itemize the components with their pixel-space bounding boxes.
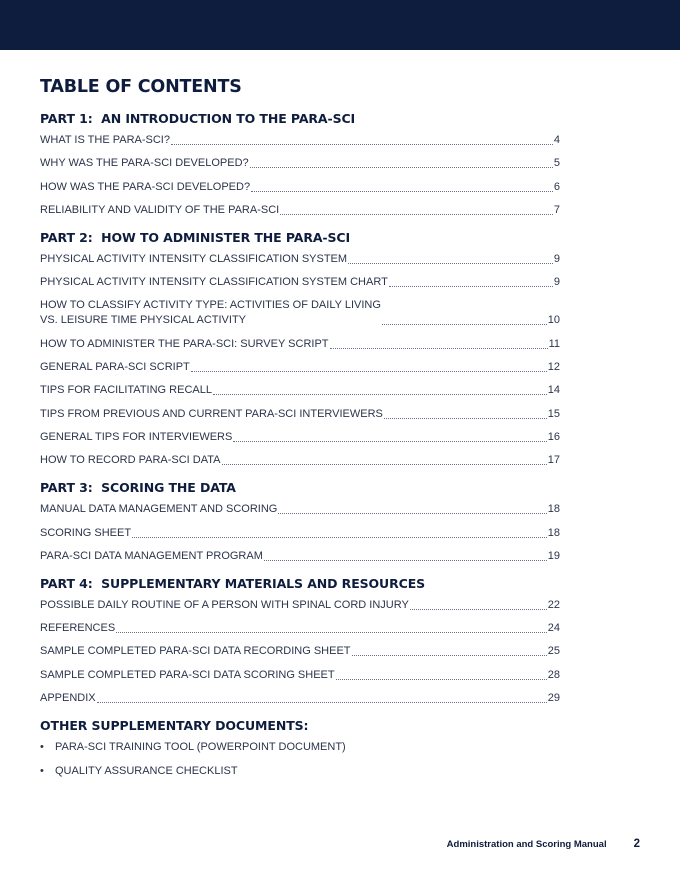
part-heading: PART 3: SCORING THE DATA [40,480,236,496]
bullet-icon: • [40,741,44,754]
entry-page: 12 [547,361,560,374]
entry-page: 4 [553,134,560,146]
entry-title: HOW WAS THE PARA-SCI DEVELOPED? [40,180,251,193]
entry-page: 18 [547,503,560,516]
toc-entry[interactable] [40,407,560,422]
dot-leader [382,324,547,325]
entry-page: 15 [547,407,560,420]
page-title: TABLE OF CONTENTS [40,77,242,97]
dot-leader [250,167,553,168]
entry-title: MANUAL DATA MANAGEMENT AND SCORING [40,503,278,516]
entry-title: POSSIBLE DAILY ROUTINE OF A PERSON WITH SPINAL CORD INJURY [40,598,409,611]
entry-page: 18 [547,526,560,539]
part-heading: OTHER SUPPLEMENTARY DOCUMENTS: [40,718,309,734]
toc-entry[interactable] [40,621,560,636]
toc-entry[interactable] [40,337,560,352]
entry-title: HOW TO CLASSIFY ACTIVITY TYPE: ACTIVITIES OF DAILY LIVING VS. LEISURE TIME PHYSICAL ACTIVITY [40,299,381,327]
entry-title: SCORING SHEET [40,526,132,539]
toc-entry[interactable] [40,360,560,375]
entry-title: SAMPLE COMPLETED PARA-SCI DATA RECORDING SHEET [40,645,351,658]
toc-entry[interactable] [40,526,560,541]
part-heading: PART 1: AN INTRODUCTION TO THE PARA-SCI [40,111,356,126]
entry-page: 6 [553,180,560,193]
dot-leader [336,679,547,680]
list-item [40,740,560,755]
toc-part-4 [40,576,560,706]
entry-title: REFERENCES [40,622,116,635]
dot-leader [132,537,547,538]
entry-title: TIPS FROM PREVIOUS AND CURRENT PARA-SCI INTERVIEWERS [40,407,383,420]
toc-entry[interactable] [40,430,560,445]
dot-leader [191,371,547,372]
list-item-text: PARA-SCI TRAINING TOOL (POWERPOINT DOCUMENT) [55,741,346,754]
dot-leader [278,513,546,514]
dot-leader [213,394,547,395]
entry-page: 7 [553,203,560,216]
dot-leader [280,214,553,215]
entry-page: 19 [547,549,560,562]
toc-entry[interactable] [40,502,560,517]
toc-entry[interactable] [40,644,560,659]
manual-name: Administration and Scoring Manual [446,839,607,850]
entry-page: 24 [547,622,560,635]
toc-entry[interactable] [40,298,560,328]
toc-entry[interactable] [40,598,560,613]
dot-leader [410,609,547,610]
toc-entry[interactable] [40,275,560,290]
part-heading: PART 2: HOW TO ADMINISTER THE PARA-SCI [40,229,351,245]
dot-leader [352,655,547,656]
entry-page: 5 [553,157,560,170]
toc-entry[interactable] [40,203,560,218]
entry-title: GENERAL TIPS FOR INTERVIEWERS [40,430,233,443]
entry-page: 14 [547,384,560,397]
toc-other-documents [40,718,560,779]
entry-title: APPENDIX [40,692,96,705]
toc-entry[interactable] [40,691,560,706]
entry-title: SAMPLE COMPLETED PARA-SCI DATA SCORING SHEET [40,668,335,681]
toc-entry[interactable] [40,180,560,195]
toc-entry[interactable] [40,453,560,468]
entry-page: 29 [547,692,560,705]
page-footer [447,838,640,850]
toc-part-1 [40,111,560,218]
dot-leader [389,286,553,287]
entry-title: WHY WAS THE PARA-SCI DEVELOPED? [40,157,249,170]
dot-leader [171,144,553,145]
entry-title: RELIABILITY AND VALIDITY OF THE PARA-SCI [40,203,280,216]
dot-leader [251,191,553,192]
header-band [0,0,680,50]
toc-entry[interactable] [40,156,560,171]
dot-leader [264,560,547,561]
toc-entry[interactable] [40,133,560,148]
page-number: 2 [633,838,640,850]
dot-leader [116,632,547,633]
entry-page: 17 [547,454,560,467]
entry-page: 9 [553,276,560,289]
entry-title: WHAT IS THE PARA-SCI? [40,134,170,146]
toc-entry[interactable] [40,252,560,267]
entry-title: HOW TO RECORD PARA-SCI DATA [40,454,221,467]
table-of-contents [40,76,560,791]
part-heading: PART 4: SUPPLEMENTARY MATERIALS AND RESOURCES [40,575,426,591]
toc-part-2 [40,230,560,468]
toc-entry[interactable] [40,549,560,564]
entry-title: GENERAL PARA-SCI SCRIPT [40,361,190,374]
entry-title: HOW TO ADMINISTER THE PARA-SCI: SURVEY SCRIPT [40,337,329,350]
dot-leader [222,464,547,465]
toc-part-3 [40,480,560,564]
list-item [40,764,560,779]
entry-page: 11 [548,337,560,350]
dot-leader [97,702,547,703]
entry-page: 16 [547,430,560,443]
list-item-text: QUALITY ASSURANCE CHECKLIST [55,764,238,777]
dot-leader [330,348,548,349]
entry-title: TIPS FOR FACILITATING RECALL [40,384,212,397]
entry-title: PARA-SCI DATA MANAGEMENT PROGRAM [40,549,263,562]
entry-page: 25 [547,645,560,658]
toc-entry[interactable] [40,383,560,398]
bullet-icon: • [40,764,44,777]
entry-title: PHYSICAL ACTIVITY INTENSITY CLASSIFICATION SYSTEM CHART [40,276,388,289]
entry-page: 9 [553,252,560,265]
entry-title: PHYSICAL ACTIVITY INTENSITY CLASSIFICATION SYSTEM [40,252,348,265]
dot-leader [348,263,553,264]
dot-leader [233,441,546,442]
toc-entry[interactable] [40,668,560,683]
dot-leader [384,418,547,419]
entry-page: 22 [547,598,560,611]
entry-page: 28 [547,668,560,681]
entry-page: 10 [547,314,560,327]
